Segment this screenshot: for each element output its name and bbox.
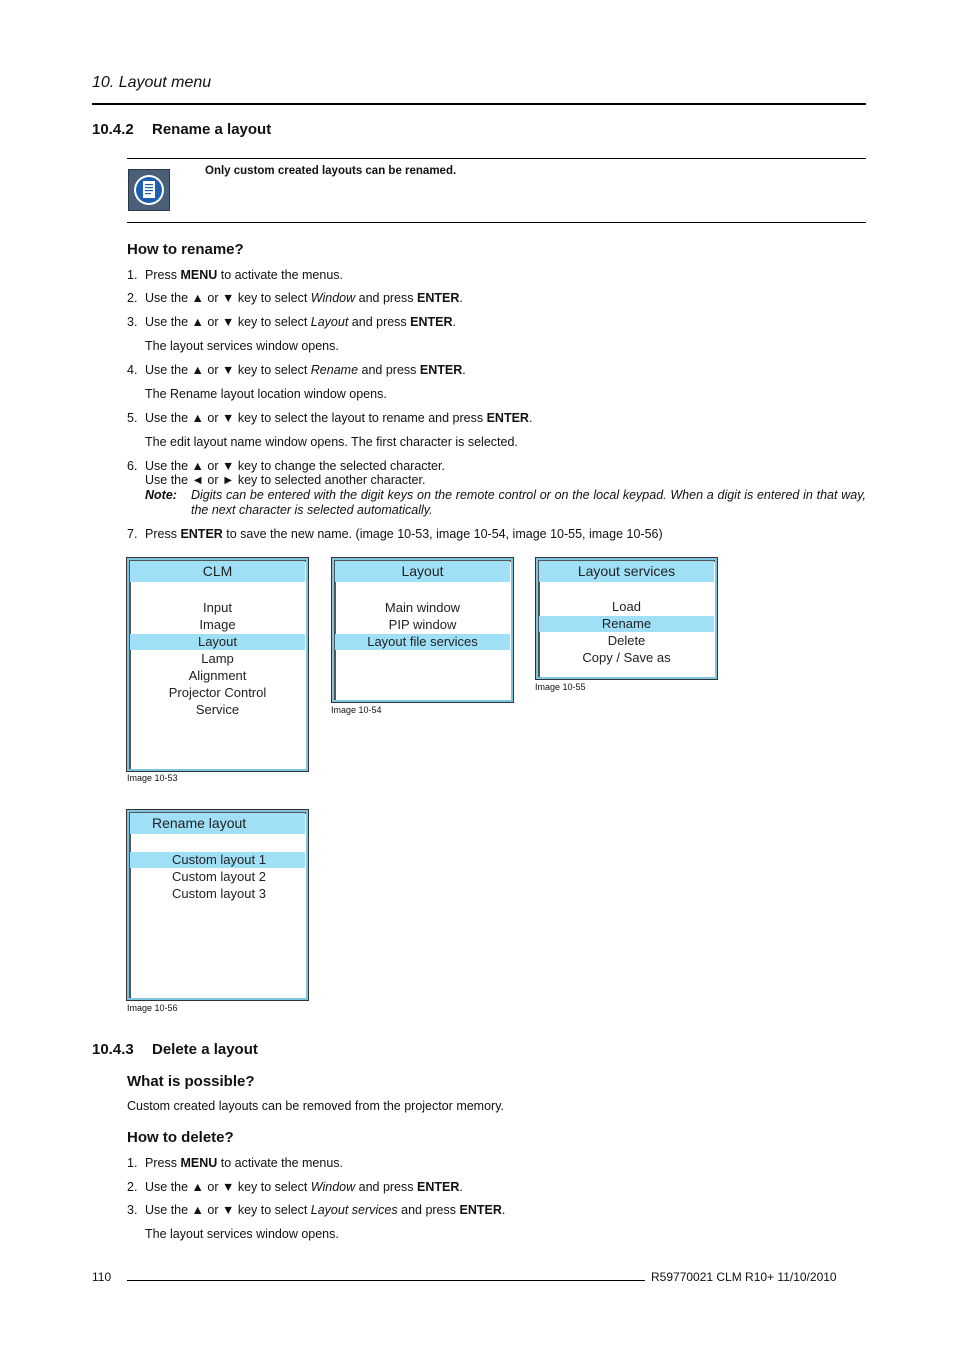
subheading-how-to-rename: How to rename? bbox=[127, 241, 244, 258]
header-rule bbox=[92, 103, 866, 105]
note-label: Note: bbox=[145, 488, 177, 502]
menu-item: Load bbox=[612, 599, 641, 614]
menu-title: Rename layout bbox=[130, 813, 305, 834]
step-text-part: to save the new name. (image 10-53, image 10-54, image 10-55, image 10-56) bbox=[222, 527, 663, 541]
step-text-part: to activate the menus. bbox=[217, 1156, 344, 1170]
step-number: 4. bbox=[127, 363, 138, 377]
step-text-part: and press bbox=[397, 1203, 460, 1217]
note-rule-top bbox=[127, 158, 866, 159]
subheading-how-to-delete: How to delete? bbox=[127, 1129, 234, 1146]
menu-title: Layout services bbox=[539, 561, 714, 582]
step-text-part: Use the ▲ or ▼ key to select bbox=[145, 363, 311, 377]
step-result: The edit layout name window opens. The first character is selected. bbox=[145, 435, 518, 449]
menu-item: Delete bbox=[607, 633, 646, 648]
rename-layout-window bbox=[126, 809, 309, 1001]
key-name: ENTER bbox=[416, 291, 460, 305]
step-number: 2. bbox=[127, 291, 138, 305]
step-number: 5. bbox=[127, 411, 138, 425]
key-name: ENTER bbox=[416, 1180, 460, 1194]
step-number: 3. bbox=[127, 1203, 138, 1217]
section-heading-delete bbox=[92, 1041, 258, 1058]
step-text bbox=[145, 1180, 463, 1194]
step-text-part: Press bbox=[145, 527, 181, 541]
menu-item: Custom layout 2 bbox=[172, 869, 266, 884]
footer-rule bbox=[127, 1280, 645, 1281]
step-text bbox=[145, 363, 466, 377]
step-text bbox=[145, 268, 343, 282]
menu-title: CLM bbox=[130, 561, 305, 582]
menu-item-name: Rename bbox=[310, 363, 359, 377]
page-number: 110 bbox=[92, 1270, 112, 1284]
step-text-part: . bbox=[459, 1180, 463, 1194]
image-caption: Image 10-53 bbox=[127, 773, 178, 783]
step-text bbox=[145, 291, 463, 305]
step-text-part: . bbox=[452, 315, 457, 329]
menu-item: Lamp bbox=[201, 651, 234, 666]
image-caption: Image 10-54 bbox=[331, 705, 382, 715]
key-name: MENU bbox=[180, 268, 218, 282]
menu-item: Projector Control bbox=[168, 685, 267, 700]
menu-item-selected: Custom layout 1 bbox=[130, 852, 305, 868]
step-text-part: Use the ▲ or ▼ key to select the layout to rename and press bbox=[145, 411, 487, 425]
note-body: Digits can be entered with the digit keys on the remote control or on the local keypad. When a digit is entered in that way, the next character is selected automatically. bbox=[191, 488, 866, 517]
step-text: Use the ◄ or ► key to selected another character. bbox=[145, 473, 426, 487]
step-result: The layout services window opens. bbox=[145, 339, 339, 353]
key-name: ENTER bbox=[459, 1203, 502, 1217]
image-caption: Image 10-55 bbox=[535, 682, 586, 692]
step-text-part: and press bbox=[355, 1180, 417, 1194]
step-number: 1. bbox=[127, 268, 138, 282]
section-number: 10.4.2 bbox=[92, 121, 134, 138]
section-number: 10.4.3 bbox=[92, 1041, 134, 1058]
layout-menu-window bbox=[331, 557, 514, 703]
step-text-part: . bbox=[462, 363, 466, 377]
step-number: 2. bbox=[127, 1180, 138, 1194]
step-text bbox=[145, 1156, 343, 1170]
key-name: ENTER bbox=[419, 363, 463, 377]
section-title: Rename a layout bbox=[152, 121, 272, 138]
menu-item: Custom layout 3 bbox=[172, 886, 266, 901]
step-text bbox=[145, 1203, 505, 1217]
clm-menu-window bbox=[126, 557, 309, 772]
step-text-part: and press bbox=[348, 315, 411, 329]
menu-item-name: Window bbox=[310, 1180, 356, 1194]
step-text-part: Use the ▲ or ▼ key to select bbox=[145, 1203, 311, 1217]
step-result: The Rename layout location window opens. bbox=[145, 387, 387, 401]
menu-item: Main window bbox=[384, 600, 461, 615]
key-name: ENTER bbox=[180, 527, 223, 541]
key-name: ENTER bbox=[486, 411, 529, 425]
menu-item: Copy / Save as bbox=[582, 650, 671, 665]
step-text-part: . bbox=[528, 411, 533, 425]
step-text-part: Use the ▲ or ▼ key to select bbox=[145, 315, 311, 329]
chapter-title: 10. Layout menu bbox=[92, 74, 212, 91]
step-number: 7. bbox=[127, 527, 138, 541]
menu-item: Image bbox=[199, 617, 236, 632]
menu-item-name: Layout services bbox=[310, 1203, 398, 1217]
subheading-what-is-possible: What is possible? bbox=[127, 1073, 255, 1090]
step-text-part: and press bbox=[355, 291, 417, 305]
menu-item-selected: Layout file services bbox=[335, 634, 510, 650]
section-title: Delete a layout bbox=[152, 1041, 258, 1058]
step-text: Use the ▲ or ▼ key to change the selected character. bbox=[145, 459, 445, 473]
layout-services-window bbox=[535, 557, 718, 680]
step-number: 1. bbox=[127, 1156, 138, 1170]
step-number: 6. bbox=[127, 459, 138, 473]
step-text-part: to activate the menus. bbox=[217, 268, 344, 282]
step-result: The layout services window opens. bbox=[145, 1227, 339, 1241]
menu-item-name: Window bbox=[310, 291, 356, 305]
menu-item-selected: Layout bbox=[130, 634, 305, 650]
note-text: Only custom created layouts can be renamed. bbox=[205, 165, 457, 177]
step-text bbox=[145, 527, 663, 541]
menu-item-name: Layout bbox=[310, 315, 349, 329]
step-text-part: . bbox=[501, 1203, 506, 1217]
intro-text: Custom created layouts can be removed from the projector memory. bbox=[127, 1099, 505, 1113]
menu-title: Layout bbox=[335, 561, 510, 582]
key-name: ENTER bbox=[410, 315, 453, 329]
step-text-part: . bbox=[459, 291, 463, 305]
step-text-part: Press bbox=[145, 268, 181, 282]
menu-item: Service bbox=[195, 702, 240, 717]
image-caption: Image 10-56 bbox=[127, 1003, 178, 1013]
note-rule-bottom bbox=[127, 222, 866, 223]
section-heading-rename bbox=[92, 121, 271, 138]
step-text bbox=[145, 411, 532, 425]
step-text-part: Use the ▲ or ▼ key to select bbox=[145, 1180, 311, 1194]
step-text bbox=[145, 315, 456, 329]
document-note-icon bbox=[128, 169, 170, 211]
menu-item: Input bbox=[203, 600, 232, 615]
step-number: 3. bbox=[127, 315, 138, 329]
step-text-part: Use the ▲ or ▼ key to select bbox=[145, 291, 311, 305]
key-name: MENU bbox=[180, 1156, 218, 1170]
step-text-part: Press bbox=[145, 1156, 181, 1170]
step-text-part: and press bbox=[358, 363, 420, 377]
menu-item: Alignment bbox=[188, 668, 247, 683]
menu-item: PIP window bbox=[388, 617, 457, 632]
menu-item-selected: Rename bbox=[539, 616, 714, 632]
document-id: R59770021 CLM R10+ 11/10/2010 bbox=[651, 1270, 837, 1284]
